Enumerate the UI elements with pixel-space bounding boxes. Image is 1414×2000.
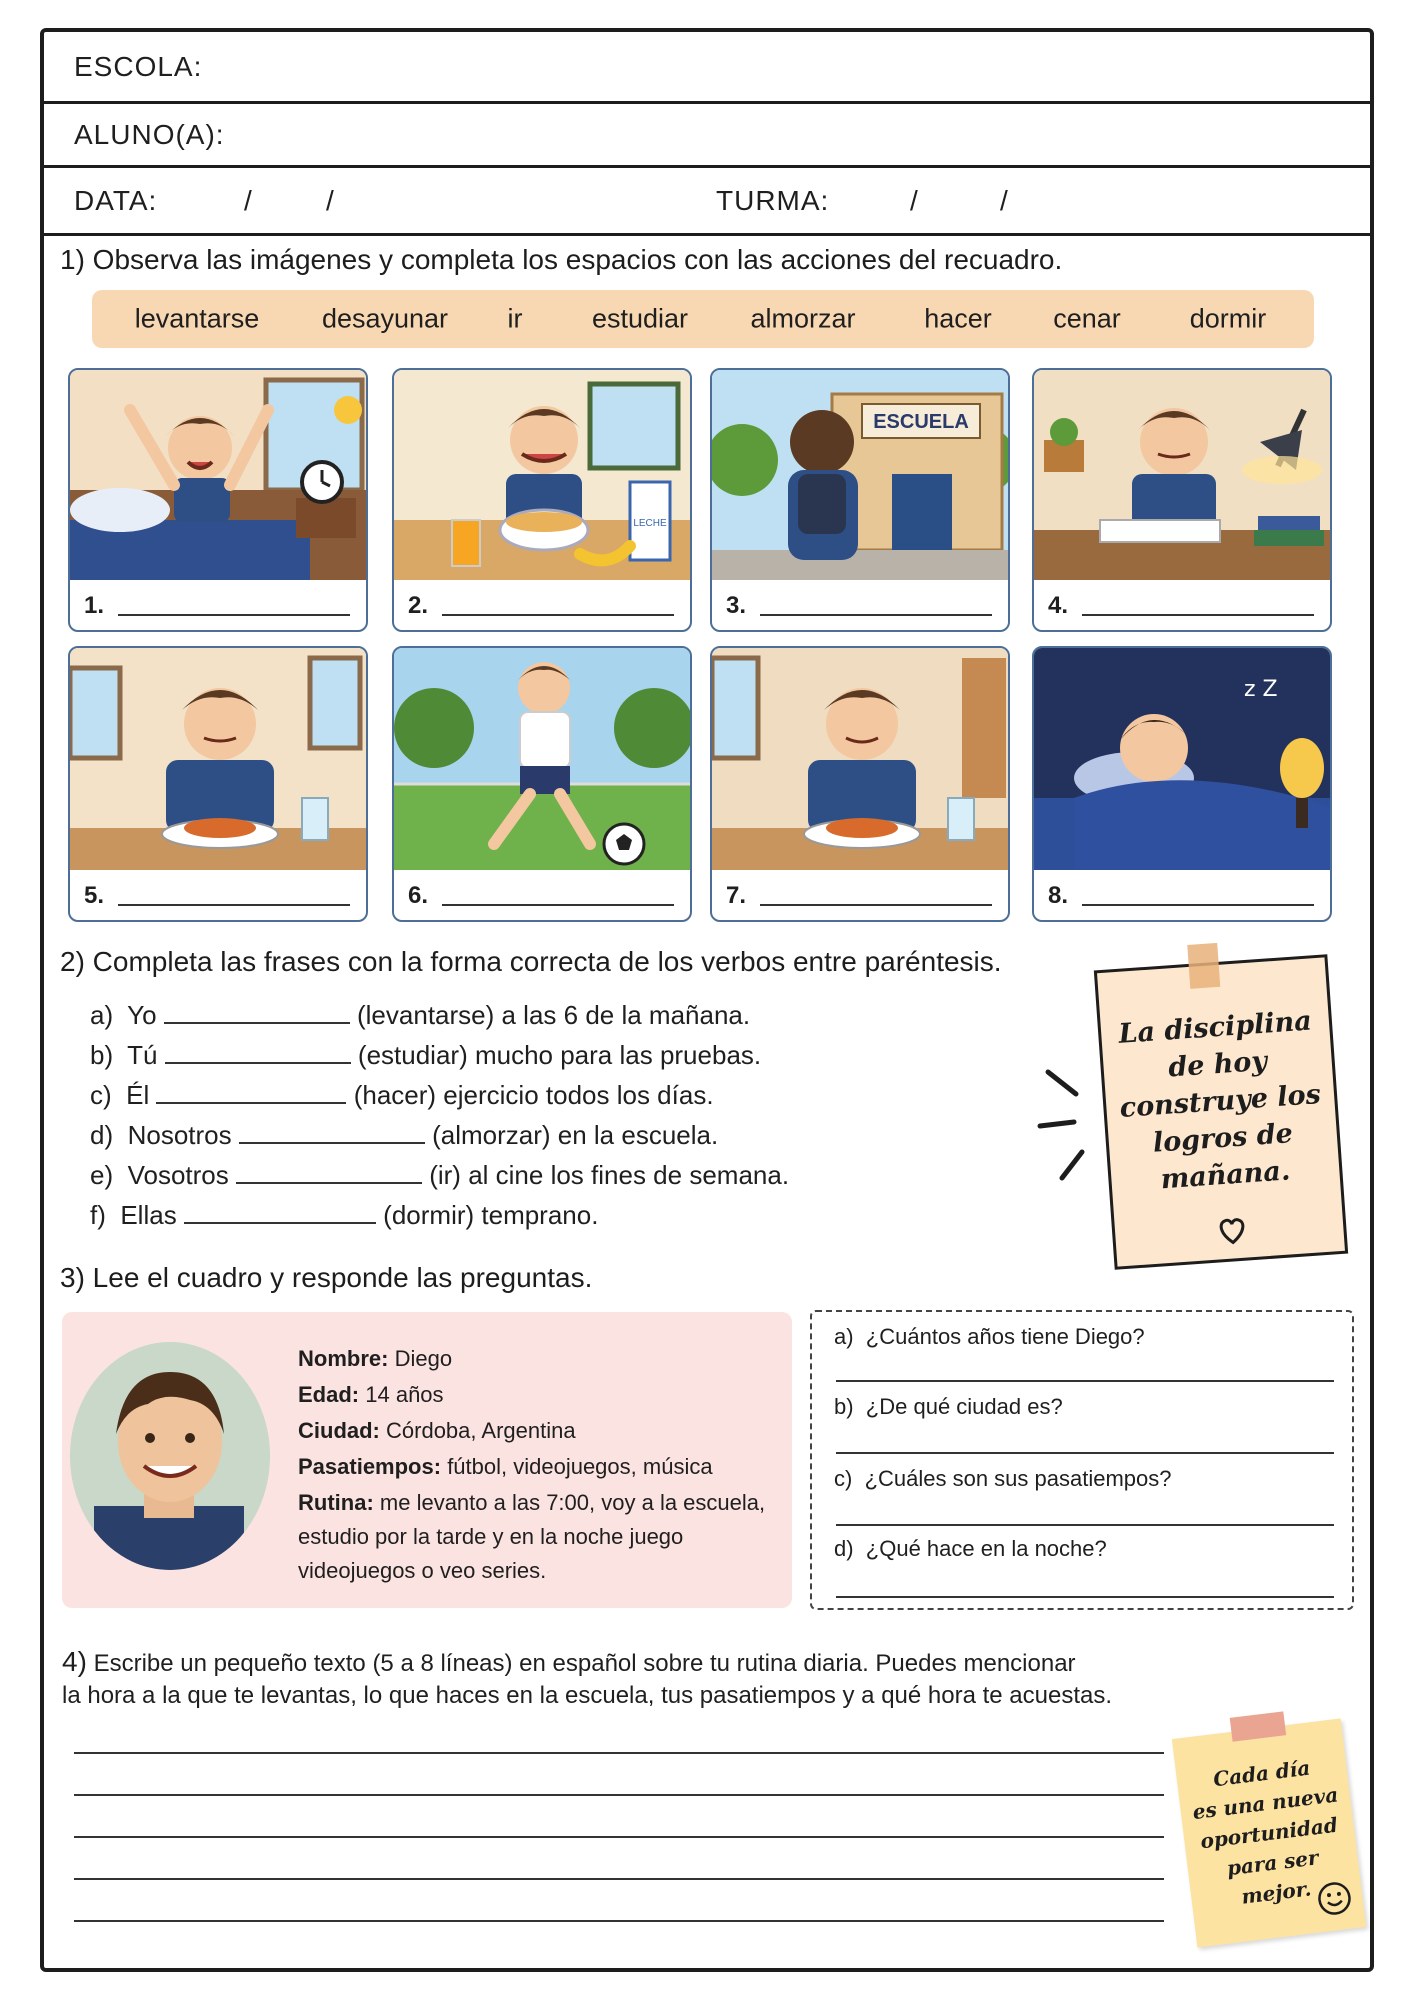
item-text: (almorzar) en la escuela. <box>432 1120 719 1150</box>
profile-age: Edad: 14 años <box>298 1382 444 1407</box>
answer-blank[interactable] <box>239 1122 425 1144</box>
item-text: (dormir) temprano. <box>383 1200 599 1230</box>
picture-card <box>392 646 692 922</box>
writing-line[interactable] <box>74 1920 1164 1922</box>
picture-card <box>710 646 1010 922</box>
note-line: construye los <box>1118 1079 1322 1125</box>
item-subject: Ellas <box>120 1200 177 1230</box>
school-sign: ESCUELA <box>873 411 969 433</box>
card-number: 8. <box>1048 882 1069 909</box>
date-label: DATA: <box>74 184 158 216</box>
class-slash: / <box>1000 184 1009 216</box>
answer-line[interactable] <box>442 904 674 906</box>
note-line: La disciplina <box>1117 1005 1313 1050</box>
item-letter: f) <box>90 1200 106 1230</box>
answer-line[interactable] <box>760 614 992 616</box>
answer-line[interactable] <box>836 1524 1334 1526</box>
milk-label: LECHE <box>633 518 667 529</box>
date-slash: / <box>326 184 335 216</box>
note-line: mejor. <box>1240 1876 1313 1909</box>
answer-blank[interactable] <box>184 1202 376 1224</box>
word-bank-item: desayunar <box>321 303 449 334</box>
writing-line[interactable] <box>74 1878 1164 1880</box>
item-text: (ir) al cine los fines de semana. <box>429 1160 790 1190</box>
word-bank <box>92 290 1314 348</box>
card-number: 5. <box>84 882 105 909</box>
item-letter: e) <box>90 1160 114 1190</box>
note-line: es una nueva <box>1191 1782 1340 1825</box>
soccer-illustration <box>394 648 692 870</box>
q2-title: 2) Completa las frases con la forma correcta de los verbos entre paréntesis. <box>60 946 1002 977</box>
card-number: 1. <box>84 592 105 619</box>
answer-line[interactable] <box>836 1452 1334 1454</box>
sleep-z: z Z <box>1244 677 1278 702</box>
answer-blank[interactable] <box>156 1082 346 1104</box>
school-row <box>44 32 1370 104</box>
q3-question: d) ¿Qué hace en la noche? <box>834 1536 1107 1561</box>
motivation-note <box>1094 954 1348 1270</box>
word-bank-item: ir <box>507 303 523 334</box>
answer-line[interactable] <box>836 1380 1334 1382</box>
word-bank-item: dormir <box>1189 303 1267 334</box>
date-slash: / <box>244 184 253 216</box>
answer-line[interactable] <box>442 614 674 616</box>
q3-question: c) ¿Cuáles son sus pasatiempos? <box>834 1466 1172 1491</box>
item-letter: a) <box>90 1000 114 1030</box>
class-slash: / <box>910 184 919 216</box>
picture-card <box>392 368 692 632</box>
item-subject: Nosotros <box>127 1120 232 1150</box>
picture-card <box>1032 368 1332 632</box>
word-bank-item: almorzar <box>750 303 856 334</box>
dinner-illustration <box>712 648 1010 870</box>
profile-routine-cont: videojuegos o veo series. <box>298 1558 547 1583</box>
note-line: Cada día <box>1211 1755 1312 1792</box>
picture-card <box>68 646 368 922</box>
item-subject: Yo <box>127 1000 157 1030</box>
heart-icon <box>1216 1215 1248 1245</box>
note-tape <box>1187 943 1220 989</box>
card-number: 3. <box>726 592 747 619</box>
q2-item <box>90 1200 598 1231</box>
avatar <box>64 1338 274 1570</box>
q4-instructions-cont: la hora a la que te levantas, lo que haces en la escuela, tus pasatiempos y a qué hora te acuestas. <box>62 1682 1113 1709</box>
q1-title: 1) Observa las imágenes y completa los espacios con las acciones del recuadro. <box>60 244 1063 275</box>
word-bank-item: hacer <box>924 303 992 334</box>
profile-routine: Rutina: me levanto a las 7:00, voy a la escuela, <box>298 1490 766 1515</box>
note-tape <box>1230 1711 1287 1741</box>
q3-title: 3) Lee el cuadro y responde las preguntas. <box>60 1262 593 1293</box>
answer-line[interactable] <box>836 1596 1334 1598</box>
note-line: oportunidad <box>1199 1812 1339 1854</box>
writing-line[interactable] <box>74 1752 1164 1754</box>
school-label: ESCOLA: <box>74 50 203 82</box>
item-letter: b) <box>90 1040 114 1070</box>
class-label: TURMA: <box>716 184 830 216</box>
profile-city: Ciudad: Córdoba, Argentina <box>298 1418 576 1443</box>
lunch-illustration <box>70 648 368 870</box>
answer-blank[interactable] <box>165 1042 351 1064</box>
q2-item <box>90 1160 789 1191</box>
breakfast-illustration <box>394 370 692 580</box>
item-subject: Él <box>126 1080 150 1110</box>
q3-questions-box <box>810 1310 1354 1610</box>
item-text: (estudiar) mucho para las pruebas. <box>357 1040 762 1070</box>
item-text: (levantarse) a las 6 de la mañana. <box>357 1000 751 1030</box>
q2-item <box>90 1000 750 1031</box>
q4-instructions: 4) Escribe un pequeño texto (5 a 8 líneas) en español sobre tu rutina diaria. Puedes mencionar <box>62 1646 1076 1677</box>
answer-line[interactable] <box>118 904 350 906</box>
note-line: de hoy <box>1167 1045 1269 1084</box>
writing-line[interactable] <box>74 1836 1164 1838</box>
picture-card <box>1032 646 1332 922</box>
profile-name: Nombre: Diego <box>298 1346 453 1371</box>
note-line: para ser <box>1225 1845 1320 1881</box>
answer-blank[interactable] <box>164 1002 350 1024</box>
card-number: 2. <box>408 592 429 619</box>
q2-item <box>90 1080 714 1111</box>
word-bank-item: levantarse <box>134 303 260 334</box>
word-bank-item: estudiar <box>591 303 689 334</box>
item-subject: Tú <box>127 1040 158 1070</box>
card-number: 6. <box>408 882 429 909</box>
answer-line[interactable] <box>1082 614 1314 616</box>
profile-routine-cont: estudio por la tarde y en la noche juego <box>298 1524 684 1549</box>
q2-item <box>90 1120 718 1151</box>
sleep-illustration <box>1034 648 1332 870</box>
student-row <box>44 104 1370 168</box>
answer-line[interactable] <box>760 904 992 906</box>
wake-up-illustration <box>70 370 368 580</box>
motivation-note-sketch-lines <box>1030 1060 1110 1190</box>
card-number: 4. <box>1048 592 1069 619</box>
word-bank-item: cenar <box>1053 303 1121 334</box>
note-line: logros de <box>1151 1118 1294 1159</box>
date-row <box>44 168 1370 236</box>
motivation-sticky-note <box>1172 1718 1366 1947</box>
item-text: (hacer) ejercicio todos los días. <box>353 1080 714 1110</box>
smiley-icon <box>1314 1878 1354 1918</box>
picture-card <box>68 368 368 632</box>
q2-item <box>90 1040 761 1071</box>
item-letter: d) <box>90 1120 114 1150</box>
writing-line[interactable] <box>74 1794 1164 1796</box>
student-label: ALUNO(A): <box>74 118 225 150</box>
answer-blank[interactable] <box>236 1162 422 1184</box>
card-number: 7. <box>726 882 747 909</box>
school-illustration <box>712 370 1010 580</box>
profile-card <box>62 1312 792 1608</box>
picture-card <box>710 368 1010 632</box>
answer-line[interactable] <box>1082 904 1314 906</box>
profile-hobbies: Pasatiempos: fútbol, videojuegos, música <box>298 1454 713 1479</box>
q3-question: b) ¿De qué ciudad es? <box>834 1394 1063 1419</box>
item-letter: c) <box>90 1080 112 1110</box>
answer-line[interactable] <box>118 614 350 616</box>
item-subject: Vosotros <box>127 1160 229 1190</box>
study-illustration <box>1034 370 1332 580</box>
note-line: mañana. <box>1159 1155 1292 1196</box>
q3-question: a) ¿Cuántos años tiene Diego? <box>834 1324 1145 1349</box>
